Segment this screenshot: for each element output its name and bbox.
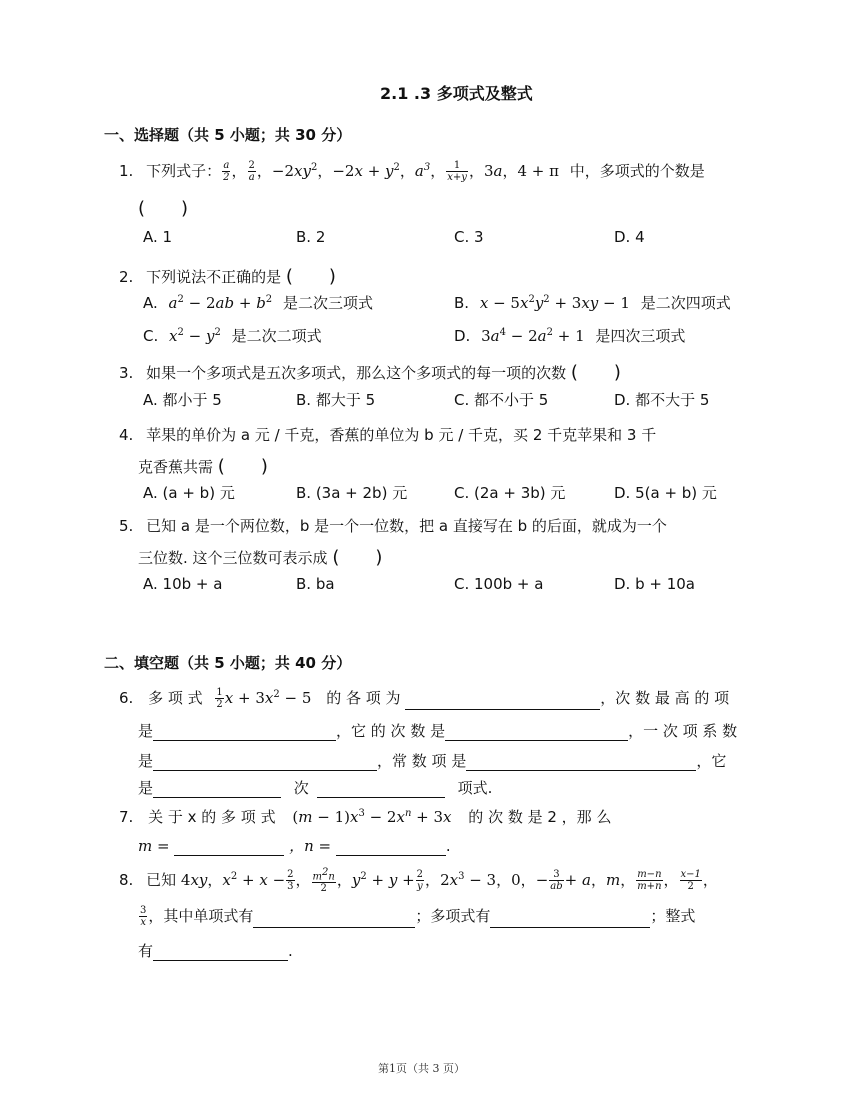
option-a: A. 10b + a	[143, 575, 223, 593]
expression-term: 4xy	[180, 871, 208, 890]
question-4-line2	[138, 452, 268, 478]
page-title: 2.1 .3 多项式及整式	[380, 84, 533, 103]
option-b: B. ba	[296, 575, 335, 593]
fraction-3-over-ab: $\frac{3}{ab}$	[550, 869, 563, 893]
answer-paren: ( )	[217, 456, 268, 477]
fraction-m2n-over-2: $\frac{m^2n}{2}$	[312, 867, 335, 895]
question-7-line2: m = ，n = .	[138, 837, 451, 855]
fraction-3-over-x: $\frac{3}{x}$	[140, 905, 147, 928]
expression-term: −	[535, 871, 549, 890]
expression: $x + 3x^2 - 5$	[224, 689, 312, 707]
question-stem: 下列式子：	[146, 162, 222, 180]
fraction-2-over-y: $\frac{2}{y}$	[416, 869, 424, 893]
question-6: 6. 多 项 式 $\frac{1}{2}$ $x + 3x^2 - 5$ 的 各 项 为 ，次 数 最 高 的 项	[119, 687, 730, 710]
option-b: B. $x - 5x^2y^2 + 3xy - 1$ 是二次四项式	[454, 294, 731, 312]
option-d: D. 都不大于 5	[614, 391, 710, 409]
expression-term: 0	[511, 871, 521, 890]
option-b: B. 2	[296, 228, 326, 246]
answer-blank[interactable]	[153, 754, 377, 771]
expression: $a^2 - 2ab + b^2$	[168, 294, 273, 312]
answer-paren: ( )	[570, 362, 621, 383]
section-heading-choice: 一、选择题（共 5 小题；共 30 分）	[104, 126, 352, 144]
expression: $3a^4 - 2a^2 + 1$	[481, 327, 585, 345]
question-stem: 已知 a 是一个两位数，b 是一个一位数，把 a 直接写在 b 的后面，就成为一个	[146, 517, 667, 535]
question-number: 6.	[119, 689, 134, 707]
option-a: A. 都小于 5	[143, 391, 222, 409]
question-8: 8. 已知 4xy，$x^2 + x$ − $\frac{2}{3}$ ， $\frac{m^2n}{2}$ ，$y^2 + y$ + $\frac{2}{y}$ ，$2x^3 - 3$，0，− $\frac{3}{ab}$ + a，m， $\frac{m-n}{m+n}$ ， $\frac{x-1}{2}$ ，	[119, 867, 718, 895]
option-a: A. $a^2 - 2ab + b^2$ 是二次三项式	[143, 294, 373, 312]
option-b: B. (3a + 2b) 元	[296, 484, 408, 502]
answer-blank[interactable]	[153, 944, 288, 961]
option-c: C. 都不小于 5	[454, 391, 549, 409]
expression-term: $a^3$	[414, 162, 431, 180]
question-number: 2.	[119, 268, 134, 286]
expression: $x^2 - y^2$	[169, 327, 221, 345]
question-8-line2: $\frac{3}{x}$ ，其中单项式有 ；多项式有 ；整式	[140, 905, 696, 928]
question-stem: 如果一个多项式是五次多项式，那么这个多项式的每一项的次数	[146, 364, 567, 382]
answer-blank[interactable]	[490, 911, 650, 928]
answer-blank[interactable]	[174, 839, 284, 856]
question-2	[119, 262, 336, 288]
question-stem: 苹果的单价为 a 元 / 千克，香蕉的单位为 b 元 / 千克，买 2 千克苹果和 3 千	[146, 426, 657, 444]
fraction-x-minus-1-over-2: $\frac{x-1}{2}$	[680, 869, 701, 893]
expression-term: $2x^3 - 3$	[440, 871, 497, 890]
question-number: 8.	[119, 871, 134, 890]
expression-term: $-2xy^2$	[271, 162, 318, 180]
question-8-line3: 有 .	[138, 942, 293, 960]
fraction-m-minus-n-over-m-plus-n: $\frac{m-n}{m+n}$	[637, 869, 662, 893]
answer-blank[interactable]	[253, 911, 415, 928]
answer-blank[interactable]	[466, 754, 696, 771]
answer-blank[interactable]	[317, 781, 445, 798]
question-7: 7. 关 于 x 的 多 项 式 $(m - 1)x^3 - 2x^n + 3x$ 的 次 数 是 2 ，那 么	[119, 808, 612, 826]
answer-blank[interactable]	[336, 839, 446, 856]
question-6-line2: 是 ，它 的 次 数 是 ，一 次 项 系 数	[138, 722, 738, 740]
question-4	[119, 424, 656, 445]
fraction-2-over-3: $\frac{2}{3}$	[287, 869, 294, 893]
expression-term: m	[605, 871, 621, 890]
expression: $(m - 1)x^3 - 2x^n + 3x$	[292, 808, 452, 826]
option-c: C. $x^2 - y^2$ 是二次二项式	[143, 327, 322, 345]
option-a: A. (a + b) 元	[143, 484, 235, 502]
expression-term: $x^2 + x$ −	[222, 871, 286, 890]
question-stem: 下列说法不正确的是	[146, 268, 282, 286]
question-stem: 克香蕉共需	[138, 458, 214, 476]
option-d: D. b + 10a	[614, 575, 695, 593]
option-a: A. 1	[143, 228, 173, 246]
answer-blank[interactable]	[153, 781, 281, 798]
fraction-2-over-a: $\frac{2}{a}$	[248, 160, 255, 183]
option-b: B. 都大于 5	[296, 391, 376, 409]
expression-term: $y^2 + y$ +	[351, 871, 415, 890]
question-number: 4.	[119, 426, 134, 444]
question-6-line3: 是 ，常 数 项 是 ，它	[138, 752, 727, 770]
answer-paren: ( )	[138, 198, 189, 219]
option-c: C. 100b + a	[454, 575, 544, 593]
expression: $x - 5x^2y^2 + 3xy - 1$	[479, 294, 630, 312]
expression-term: + a	[564, 871, 591, 890]
question-1: 1. 下列式子： $\frac{a}{2}$ ， $\frac{2}{a}$ ，$-2xy^2$，$-2x + y^2$，$a^3$， $\frac{1}{x+y}$ ，3a，4 + π 中，多项式的个数是	[119, 160, 705, 183]
question-number: 3.	[119, 364, 134, 382]
option-d: D. $3a^4 - 2a^2 + 1$ 是四次三项式	[454, 327, 686, 345]
question-stem: 三位数. 这个三位数可表示成	[138, 549, 328, 567]
fraction-1-over-xy: $\frac{1}{x+y}$	[447, 160, 467, 183]
question-3	[119, 358, 621, 384]
answer-paren: ( )	[332, 547, 383, 568]
answer-paren: ( )	[285, 266, 336, 287]
question-number: 5.	[119, 517, 134, 535]
answer-blank[interactable]	[405, 693, 600, 710]
expression-term: 4 + π	[517, 162, 559, 180]
question-number: 1.	[119, 162, 134, 180]
option-d: D. 5(a + b) 元	[614, 484, 717, 502]
question-5	[119, 515, 667, 536]
fraction-1-over-2: $\frac{1}{2}$	[216, 687, 223, 710]
expression-term: 3a	[483, 162, 503, 180]
answer-blank[interactable]	[445, 724, 628, 741]
option-c: C. (2a + 3b) 元	[454, 484, 566, 502]
question-number: 7.	[119, 808, 134, 826]
answer-blank[interactable]	[153, 724, 336, 741]
option-d: D. 4	[614, 228, 645, 246]
section-heading-fill: 二、填空题（共 5 小题；共 40 分）	[104, 654, 352, 672]
page-footer: 第1页（共 3 页）	[378, 1062, 465, 1075]
option-c: C. 3	[454, 228, 484, 246]
question-6-line4: 是 次 项式.	[138, 779, 493, 797]
question-stem: 中，多项式的个数是	[569, 162, 705, 180]
expression-term: $-2x + y^2$	[332, 162, 400, 180]
fraction-a-over-2: $\frac{a}{2}$	[223, 160, 230, 183]
question-5-line2	[138, 543, 382, 569]
